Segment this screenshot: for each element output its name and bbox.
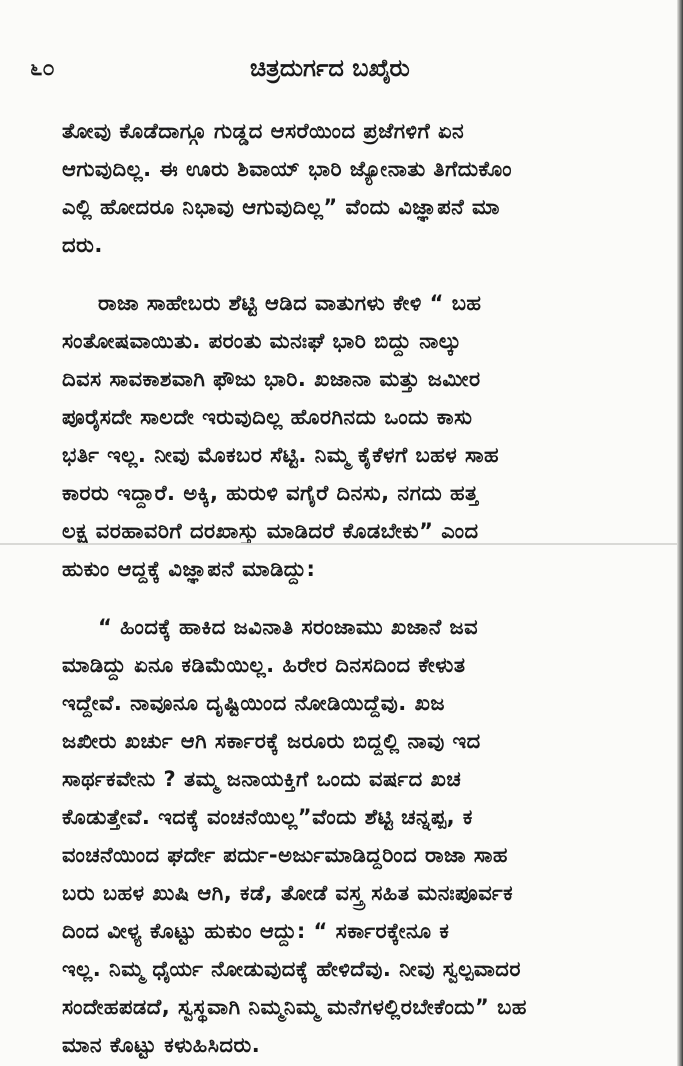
text-line: ಇಲ್ಲ. ನಿಮ್ಮ ಧೈರ್ಯ ನೋಡುವುದಕ್ಕೆ ಹೇಳಿದೆವು. ನೀವು ಸ್ವಲ್ಪವಾದರ xyxy=(62,957,521,981)
text-line: ಹುಕುಂ ಆದ್ದಕ್ಕೆ ವಿಜ್ಞಾಪನೆ ಮಾಡಿದ್ದು: xyxy=(62,557,316,581)
paragraph-3 xyxy=(62,608,682,1064)
text-line: ಜಖೀರು ಖರ್ಚು ಆಗಿ ಸರ್ಕಾರಕ್ಕೆ ಜರೂರು ಬಿದ್ದಲ್ಲಿ ನಾವು ಇದ xyxy=(62,729,481,753)
text-line: ರಾಜಾ ಸಾಹೇಬರು ಶೆಟ್ಟಿ ಆಡಿದ ವಾತುಗಳು ಕೇಳಿ “ ಬಹ xyxy=(98,291,482,315)
text-line: ವಂಚನೆಯಿಂದ ಘರ್ದೇ ಪರ್ದು-ಅರ್ಜುಮಾಡಿದ್ದರಿಂದ ರಾಜಾ ಸಾಹ xyxy=(62,843,508,867)
scan-artifact-line xyxy=(0,543,683,545)
text-line: ಎಲ್ಲಿ ಹೋದರೂ ನಿಭಾವು ಆಗುವುದಿಲ್ಲ” ವೆಂದು ವಿಜ್ಞಾಪನೆ ಮಾ xyxy=(62,195,500,219)
text-line: ಆಗುವುದಿಲ್ಲ. ಈ ಊರು ಶಿವಾಯ್ ಭಾರಿ ಜ್ಯೋನಾತು ತಿಗೆದುಕೊಂ xyxy=(62,157,512,181)
text-line: ಮಾಡಿದ್ದು ಏನೂ ಕಡಿಮೆಯಿಲ್ಲ. ಹಿರೇರ ದಿನಸದಿಂದ ಕೇಳುತ xyxy=(62,653,466,677)
text-line: “ ಹಿಂದಕ್ಕೆ ಹಾಕಿದ ಜವಿನಾತಿ ಸರಂಜಾಮು ಖಜಾನೆ ಜವ xyxy=(98,615,479,639)
text-line: ಇದ್ದೇವೆ. ನಾವೂನೂ ದೃಷ್ಟಿಯಿಂದ ನೋಡಿಯಿದ್ದೆವು. ಖಜ xyxy=(62,691,445,715)
paragraph-gap xyxy=(62,264,682,284)
paragraph-gap xyxy=(62,588,682,608)
text-line: ಬರು ಬಹಳ ಖುಷಿ ಆಗಿ, ಕಡೆ, ತೋಡೆ ವಸ್ತ್ರ ಸಹಿತ ಮನಃಪೂರ್ವಕ xyxy=(62,881,514,905)
text-line: ಭರ್ತಿ ಇಲ್ಲ. ನೀವು ಮೊಕಬರ ಸೆಟ್ಟಿ. ನಿಮ್ಮ ಕೈಕೆಳಗೆ ಬಹಳ ಸಾಹ xyxy=(62,443,500,467)
text-line: ಲಕ್ಷ ವರಹಾವರಿಗೆ ದರಖಾಸ್ತು ಮಾಡಿದರೆ ಕೊಡಬೇಕು” ಎಂದ xyxy=(62,519,479,543)
text-line: ಸಂದೇಹಪಡದೆ, ಸ್ವಸ್ಥವಾಗಿ ನಿಮ್ಮನಿಮ್ಮ ಮನೆಗಳಲ್ಲಿರಬೇಕೆಂದು” ಬಹ xyxy=(62,995,527,1019)
text-line: ದಿಂದ ವೀಳ್ಯ ಕೊಟ್ಟು ಹುಕುಂ ಆದ್ದು: “ ಸರ್ಕಾರಕ್ಕೇನೂ ಕ xyxy=(62,919,450,943)
paragraph-1 xyxy=(62,112,682,264)
page-number: ೬೦ xyxy=(30,56,55,81)
text-line: ಸಾರ್ಥಕವೇನು ? ತಮ್ಮ ಜನಾಯಕ್ತಿಗೆ ಒಂದು ವರ್ಷದ ಖಚ xyxy=(62,767,462,791)
page-header xyxy=(30,50,671,90)
running-title: ಚಿತ್ರದುರ್ಗದ ಬಖೈರು xyxy=(250,54,410,82)
text-line: ತೋವು ಕೊಡೆದಾಗ್ಗೂ ಗುಡ್ಡದ ಆಸರೆಯಿಂದ ಪ್ರಜೆಗಳಿಗೆ ಏನ xyxy=(62,119,465,143)
text-line: ದರು. xyxy=(62,233,103,257)
text-line: ಪೂರೈಸದೇ ಸಾಲದೇ ಇರುವುದಿಲ್ಲ ಹೊರಗಿನದು ಒಂದು ಕಾಸು xyxy=(62,405,473,429)
text-line: ದಿವಸ ಸಾವಕಾಶವಾಗಿ ಫೌಜು ಭಾರಿ. ಖಜಾನಾ ಮತ್ತು ಜಮೀರ xyxy=(62,367,481,391)
text-line: ಕೊಡುತ್ತೇವೆ. ಇದಕ್ಕೆ ವಂಚನೆಯಿಲ್ಲ”ವೆಂದು ಶೆಟ್ಟಿ ಚನ್ನಪ್ಪ, ಕ xyxy=(62,805,473,829)
text-line: ಮಾನ ಕೊಟ್ಟು ಕಳುಹಿಸಿದರು. xyxy=(62,1033,261,1057)
text-line: ಸಂತೋಷವಾಯಿತು. ಪರಂತು ಮನಃಘೆ ಭಾರಿ ಬಿದ್ದು ನಾಲ್ಕು xyxy=(62,329,462,353)
text-line: ಕಾರರು ಇದ್ದಾರೆ. ಅಕ್ಕಿ, ಹುರುಳಿ ವಗೈರೆ ದಿನಸು, ನಗದು ಹತ್ತ xyxy=(62,481,479,505)
body-text xyxy=(62,112,682,1064)
page-edge-shadow xyxy=(677,0,683,1066)
